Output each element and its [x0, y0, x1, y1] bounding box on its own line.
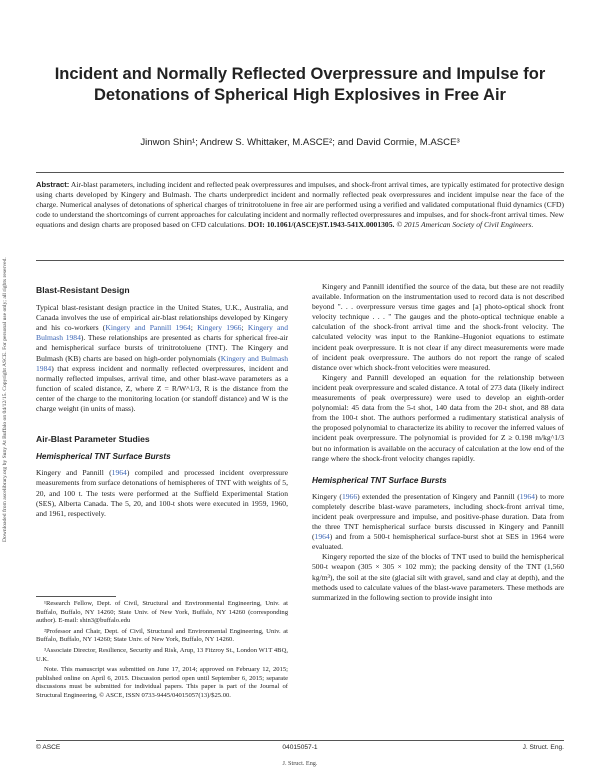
abstract-text: Air-blast parameters, including incident and reflected peak overpressures and impulses, and shock-front arrival times, are typically estimated for protective design using charts developed by Kingery and Bulmash. The charts underpredict incident and normally reflected peak overpressures and incident impulse near the face of the charge. Numerical analyses of detonations of spherical charges of trinitrotoluene in free air are performed using a verified and validated computational fluid dynamics (CFD) code to understand the shortcomings of current approaches for calculating incident and normally reflected overpressures and impulses, and for shock-front arrival times. New equations and design charts are proposed based on CFD calculations.	[36, 180, 565, 229]
paragraph-right-3: Kingery (1966) extended the presentation of Kingery and Pannill (1964) to more completely describe blast-wave parameters, including shock-front arrival time, incident peak overpressure and impulse, and positive-phase duration. Data from the three TNT hemispherical surface bursts discussed in Kingery and Pannill (1964) and from a 500-t hemispherical surface-burst shot at SES in 1964 were evaluated.	[312, 491, 565, 552]
citation-link[interactable]: 1964	[111, 468, 127, 478]
paragraph-right-4: Kingery reported the size of the blocks of TNT used to build the hemispherical 500-t weapon (305 × 305 × 102 mm); the packing density of the TNT (1,560 kg/m³), the soil at the site (glacial silt with gravel, sand and clay at depth), and the methods used to calculate values of the blast-wave parameters. These methods are summarized in the following section to provide insight into	[312, 552, 564, 602]
footer-journal: J. Struct. Eng.	[522, 744, 564, 751]
subsection-heading-hemispherical-tnt-right: Hemispherical TNT Surface Bursts	[312, 475, 447, 485]
footer-publisher: © ASCE	[36, 744, 61, 751]
footer-page-id: 04015057-1	[282, 744, 318, 751]
right-column	[312, 282, 564, 603]
citation-link[interactable]: 1964	[519, 491, 535, 501]
section-heading-air-blast-parameter-studies: Air-Blast Parameter Studies	[36, 434, 150, 445]
citation-link[interactable]: Kingery and Bulmash 1984	[36, 323, 288, 343]
abstract	[36, 180, 564, 230]
abstract-copyright: © 2015 American Society of Civil Engineers.	[396, 220, 534, 229]
footnotes	[36, 600, 288, 703]
footer-rule	[36, 740, 564, 741]
paragraph-blast-resistant-design: Typical blast-resistant design practice in the United States, U.K., Australia, and Canada involves the use of empirical air-blast relationships developed by Kingery and his co-workers (Kingery and Pannill 1964; Kingery 1966; Kingery and Bulmash 1984). These relationships are presented as charts for spherical free-air and hemispherical surface bursts of trinitrotoluene (TNT). The Kingery and Bulmash (KB) charts are based on high-order polynomials (Kingery and Bulmash 1984) that express incident and normally reflected overpressures, incident and normally reflected impulses, arrival time, and other blast-wave parameters as a function of scaled distance, Z, where Z = R/W^1/3, R is the distance from the center of the charge to the monitoring location (or standoff distance) and W is the charge weight (in units of mass).	[36, 303, 288, 414]
abstract-label: Abstract:	[36, 180, 70, 189]
footnote-3: ³Associate Director, Resilience, Security and Risk, Arup, 13 Fitzroy St., London W1T 4BQ, U.K.	[36, 646, 288, 663]
citation-link[interactable]: 1964	[314, 532, 330, 542]
citation-link[interactable]: 1966	[341, 491, 358, 501]
left-column	[36, 285, 288, 519]
paragraph-right-2: Kingery and Pannill developed an equation for the relationship between incident peak overpressure and scaled distance. A total of 273 data (likely indirect measurements of peak overpressure) were used to develop an eighth-order polynomial: 45 data from the 5-t shot, 140 data from the 20-t shot, and 88 data from the 100-t shot. The authors performed a rudimentary statistical analysis of the proposed polynomial to characterize its ability to recover the inferred values of incident peak overpressure. The polynomial is provided for Z ≥ 0.198 m/kg^1/3 but no information is available on the accuracy of calculation at the low end of the range where the shock-front velocity changes rapidly.	[312, 372, 564, 463]
footnote-note: Note. This manuscript was submitted on June 17, 2014; approved on February 12, 2015; published online on April 6, 2015. Discussion period open until September 6, 2015; separate discussions must be submitted for individual papers. This paper is part of the Journal of Structural Engineering, © ASCE, ISSN 0733-9445/04015057(13)/$25.00.	[36, 666, 288, 699]
abstract-bottom-rule	[36, 260, 564, 261]
doi-link[interactable]: DOI: 10.1061/(ASCE)ST.1943-541X.0001305.	[247, 220, 395, 229]
citation-link[interactable]: Kingery and Bulmash 1984	[36, 353, 288, 373]
paragraph-hemispherical-tnt: Kingery and Pannill (1964) compiled and processed incident overpressure measurements from surface detonations of hemispheres of TNT with weights of 5, 20, and 100 t. The tests were performed at the Suffield Experimental Station (SES), Alberta Canada. The 5, 20, and 100-t shots were executed in 1959, 1960, and 1961, respectively.	[36, 468, 288, 518]
bottom-journal-note: J. Struct. Eng.	[282, 760, 318, 767]
paragraph-right-1: Kingery and Pannill identified the source of the data, but these are not readily available. Information on the instrumentation used to record data is not described beyond ". . . overpressure versus time gages and [a] photo-optical shock front velocity technique . . . " The gauges and the photo-optical technique enable a calculation of the shock-front arrival time and the shock-front velocity. The calculated velocity was input to the Rankine–Hugoniot equations to estimate incident peak overpressure. It is not clear if any direct measurements were made of incident peak overpressure. The authors do not report the range of scaled distance over which shock-front velocities were measured.	[312, 282, 564, 372]
section-heading-blast-resistant-design: Blast-Resistant Design	[36, 285, 130, 295]
author-list: Jinwon Shin¹; Andrew S. Whittaker, M.ASCE²; and David Cormie, M.ASCE³	[140, 137, 460, 148]
paper-title: Incident and Normally Reflected Overpressure and Impulse for Detonations of Spherical High Explosives in Free Air	[54, 65, 546, 104]
download-sidebar-note: Downloaded from ascelibrary.org by Suny At Buffalo on 04/12/15. Copyright ASCE. For personal use only; all rights reserved.	[2, 257, 8, 543]
footnote-2: ²Professor and Chair, Dept. of Civil, Structural and Environmental Engineering, Univ. at Buffalo, Buffalo, NY 14260; State Univ. of New York, Buffalo, NY 14260.	[36, 627, 288, 644]
footnote-rule	[36, 596, 116, 597]
citation-link[interactable]: Kingery and Pannill 1964	[105, 323, 191, 333]
subsection-heading-hemispherical-tnt: Hemispherical TNT Surface Bursts	[36, 452, 171, 462]
abstract-top-rule	[36, 172, 564, 173]
citation-link[interactable]: Kingery 1966	[197, 323, 242, 333]
footnote-1: ¹Research Fellow, Dept. of Civil, Structural and Environmental Engineering, Univ. at Buffalo, Buffalo, NY 14260; State Univ. of New York, Buffalo, NY 14260 (corresponding author). E-mail: shin3@buffalo.edu	[36, 600, 288, 625]
